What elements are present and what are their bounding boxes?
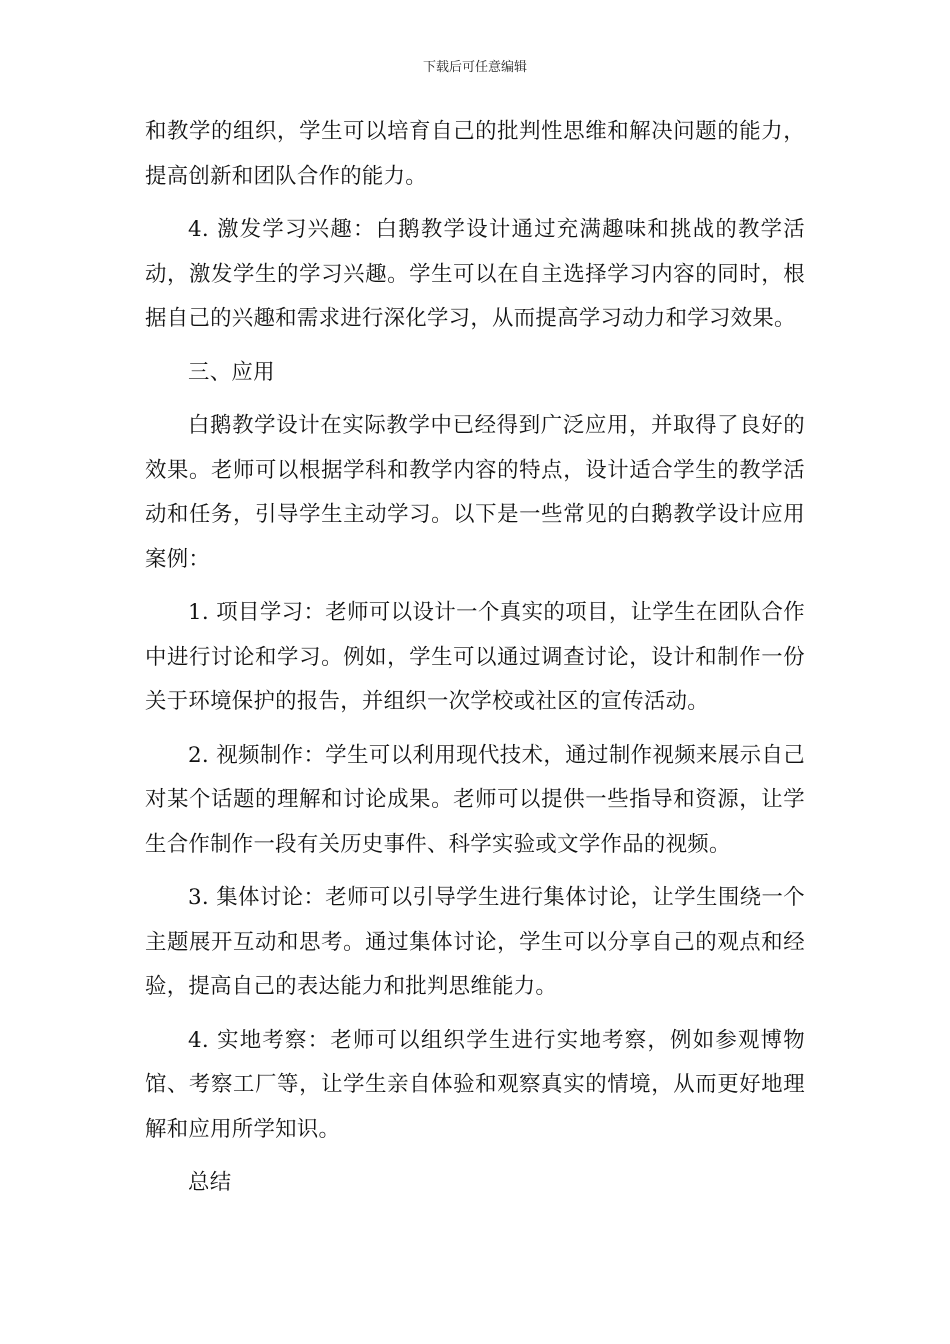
- paragraph-point-4-interest: 4. 激发学习兴趣：白鹅教学设计通过充满趣味和挑战的教学活动，激发学生的学习兴趣。学生可以在自主选择学习内容的同时，根据自己的兴趣和需求进行深化学习，从而提高学习动力和学习效果。: [145, 217, 805, 331]
- section-heading-application: 三、应用: [188, 359, 275, 385]
- paragraph-application-intro: 白鹅教学设计在实际教学中已经得到广泛应用，并取得了良好的效果。老师可以根据学科和教学内容的特点，设计适合学生的教学活动和任务，引导学生主动学习。以下是一些常见的白鹅教学设计应用案例：: [145, 413, 805, 572]
- page-header-note: 下载后可任意编辑: [422, 60, 527, 75]
- paragraph-case-1-project: 1. 项目学习：老师可以设计一个真实的项目，让学生在团队合作中进行讨论和学习。例如，学生可以通过调查讨论，设计和制作一份关于环境保护的报告，并组织一次学校或社区的宣传活动。: [145, 600, 805, 714]
- paragraph-case-3-discussion: 3. 集体讨论：老师可以引导学生进行集体讨论，让学生围绕一个主题展开互动和思考。通过集体讨论，学生可以分享自己的观点和经验，提高自己的表达能力和批判思维能力。: [145, 885, 805, 999]
- section-heading-summary: 总结: [188, 1170, 232, 1195]
- paragraph-case-2-video: 2. 视频制作：学生可以利用现代技术，通过制作视频来展示自己对某个话题的理解和讨论成果。老师可以提供一些指导和资源，让学生合作制作一段有关历史事件、科学实验或文学作品的视频。: [145, 742, 805, 857]
- paragraph-case-4-fieldtrip: 4. 实地考察：老师可以组织学生进行实地考察，例如参观博物馆、考察工厂等，让学生亲自体验和观察真实的情境，从而更好地理解和应用所学知识。: [145, 1027, 805, 1142]
- paragraph-intro-continuation: 和教学的组织，学生可以培育自己的批判性思维和解决问题的能力，提高创新和团队合作的能力。: [145, 119, 805, 189]
- document-body: [145, 110, 805, 1215]
